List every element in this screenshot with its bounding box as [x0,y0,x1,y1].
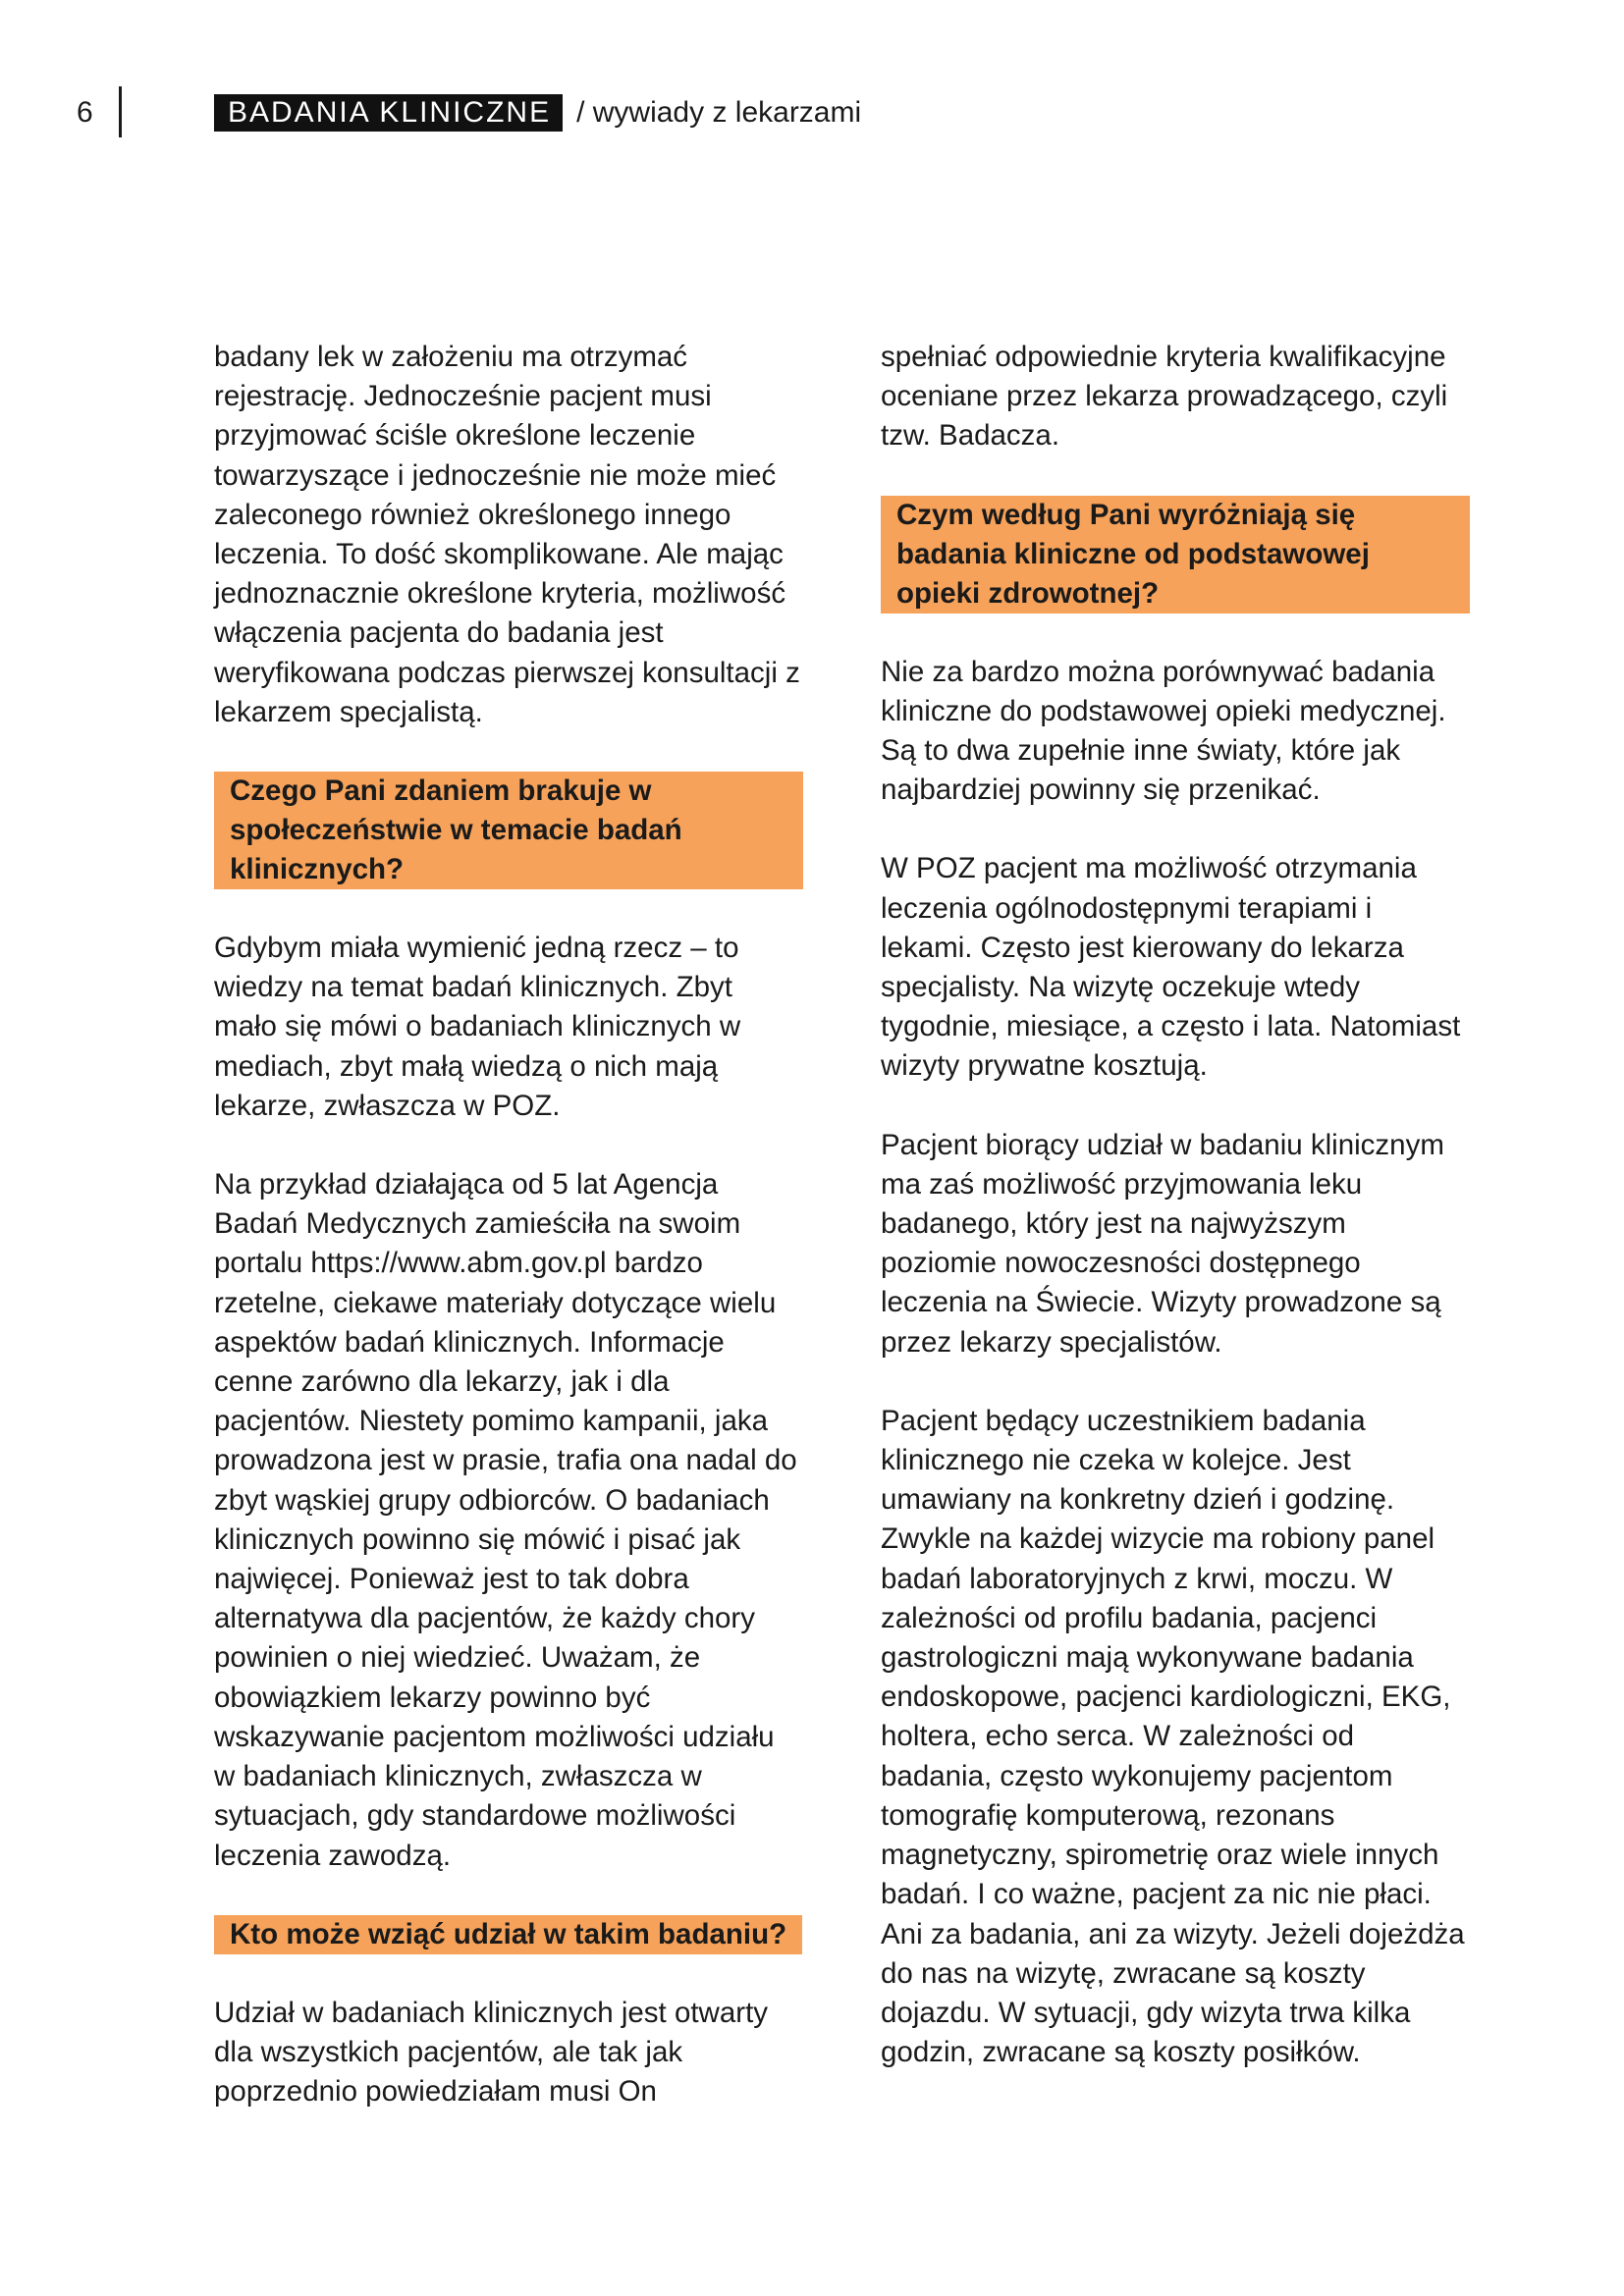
paragraph: Pacjent biorący udział w badaniu klinicznym ma zaś możliwość przyjmowania leku badanego, który jest na najwyższym poziomie nowoczesności dostępnego leczenia na Świecie. Wizyty prowadzone są przez lekarzy specjalistów. [881,1128,1444,1359]
right-column [881,338,1470,2072]
paragraph: Udział w badaniach klinicznych jest otwarty dla wszystkich pacjentów, ale tak jak poprzednio powiedziałam musi On [214,1996,769,2109]
paragraph: spełniać odpowiednie kryteria kwalifikacyjne oceniane przez lekarza prowadzącego, czyli tzw. Badacza. [881,341,1448,453]
question-heading: Czym według Pani wyróżniają się badania kliniczne od podstawowej opieki zdrowotnej? [881,496,1470,614]
paragraph: Pacjent będący uczestnikiem badania klinicznego nie czeka w kolejce. Jest umawiany na konkretny dzień i godzinę. Zwykle na każdej wizycie ma robiony panel badań laboratoryjnych z krwi, moczu. W zależności od profilu badania, pacjenci gastrologiczni mają wykonywane badania endoskopowe, pacjenci kardiologiczni, EKG, holtera, echo serca. W zależności od badania, często wykonujemy pacjentom tomografię komputerową, rezonans magnetyczny, spirometrię oraz wiele innych badań. I co ważne, pacjent za nic nie płaci. Ani za badania, ani za wizyty. Jeżeli dojeżdża do nas na wizytę, zwracane są koszty dojazdu. W sytuacji, gdy wizyta trwa kilka godzin, zwracane są koszty posiłków. [881,1404,1465,2069]
section-subtitle: / wywiady z lekarzami [576,96,862,129]
header-divider [119,86,122,137]
question-heading: Kto może wziąć udział w takim badaniu? [214,1915,802,1954]
paragraph: Na przykład działająca od 5 lat Agencja Badań Medycznych zamieściła na swoim portalu https://www.abm.gov.pl bardzo rzetelne, ciekawe materiały dotyczące wielu aspektów badań klinicznych. Informacje cenne zarówno dla lekarzy, jak i dla pacjentów. Niestety pomimo kampanii, jaka prowadzona jest w prasie, trafia ona nadal do zbyt wąskiej grupy odbiorców. O badaniach klinicznych powinno się mówić i pisać jak najwięcej. Ponieważ jest to tak dobra alternatywa dla pacjentów, że każdy chory powinien o niej wiedzieć. Uważam, że obowiązkiem lekarzy powinno być wskazywanie pacjentom możliwości udziału w badaniach klinicznych, zwłaszcza w sytuacjach, gdy standardowe możliwości leczenia zawodzą. [214,1168,797,1872]
left-column [214,338,803,2111]
page-number: 6 [77,96,93,129]
running-header [214,94,861,132]
paragraph: Nie za bardzo można porównywać badania kliniczne do podstawowej opieki medycznej. Są to dwa zupełnie inne światy, które jak najbardziej powinny się przenikać. [881,655,1446,807]
section-label: BADANIA KLINICZNE [214,94,563,132]
paragraph: badany lek w założeniu ma otrzymać rejestrację. Jednocześnie pacjent musi przyjmować ściśle określone leczenie towarzyszące i jednocześnie nie może mieć zaleconego również określonego innego leczenia. To dość skomplikowane. Ale mając jednoznacznie określone kryteria, możliwość włączenia pacjenta do badania jest weryfikowana podczas pierwszej konsultacji z lekarzem specjalistą. [214,341,800,728]
paragraph: W POZ pacjent ma możliwość otrzymania leczenia ogólnodostępnymi terapiami i lekami. Często jest kierowany do lekarza specjalisty. Na wizytę oczekuje wtedy tygodnie, miesiące, a często i lata. Natomiast wizyty prywatne kosztują. [881,852,1461,1083]
paragraph: Gdybym miała wymienić jedną rzecz – to wiedzy na temat badań klinicznych. Zbyt mało się mówi o badaniach klinicznych w mediach, zbyt małą wiedzą o nich mają lekarze, zwłaszcza w POZ. [214,932,741,1122]
question-heading: Czego Pani zdaniem brakuje w społeczeństwie w temacie badań klinicznych? [214,772,803,889]
